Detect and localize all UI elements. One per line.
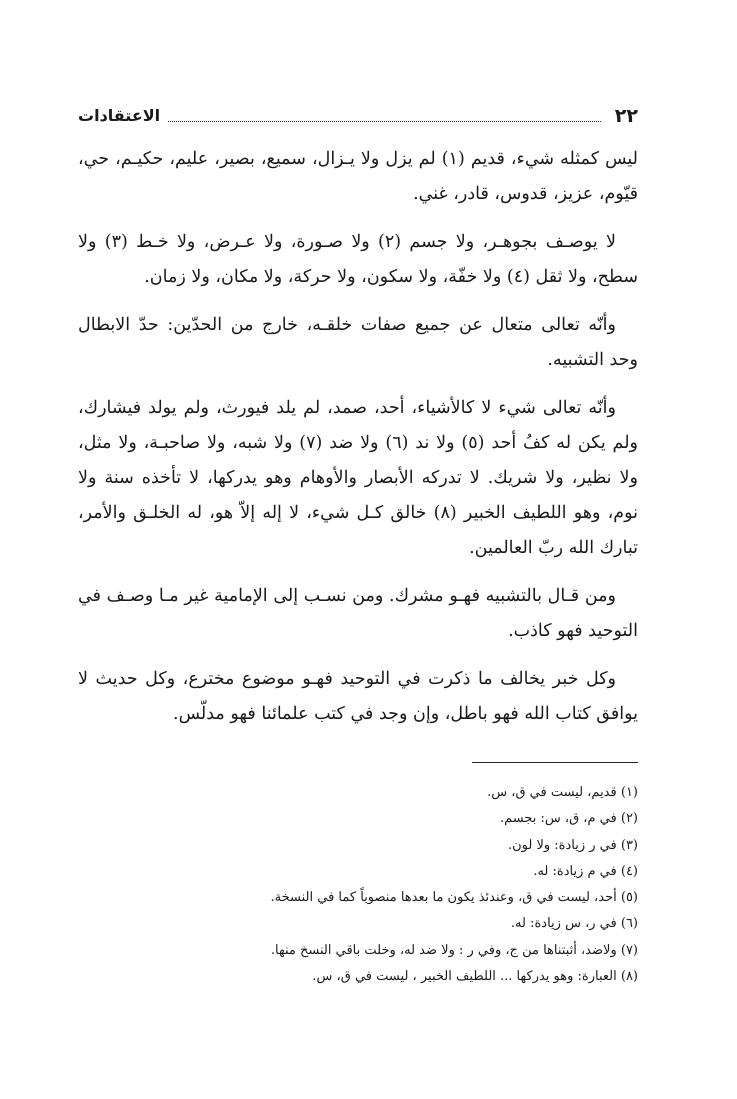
paragraph-1: ليس كمثله شيء، قديم (١) لم يزل ولا يـزال، سميع، بصير، عليم، حكيـم، حي، قيّوم، عزيز، قدوس، قادر، غني. bbox=[78, 149, 638, 204]
footnote-7: (٧) ولاضد، أثبتناها من ج، وفي ر : ولا ضد له، وخلت باقي النسخ منها. bbox=[270, 942, 638, 958]
footnote-1: (١) قديم، ليست في ق، س. bbox=[487, 785, 638, 800]
book-page bbox=[78, 100, 638, 1060]
paragraph-5: ومن قـال بالتشبيه فهـو مشرك. ومن نسـب إلى الإمامية غير مـا وصـف في التوحيد فهو كاذب. bbox=[78, 586, 638, 641]
header-dotted-leader bbox=[168, 120, 601, 122]
running-title: الاعتقادات bbox=[78, 106, 161, 125]
footnote-6: (٦) في ر، س زيادة: له. bbox=[510, 916, 638, 932]
footnote-8: (٨) العبارة: وهو يدركها ... اللطيف الخبير ، ليست في ق، س. bbox=[312, 969, 638, 985]
paragraph-2: لا يوصـف بجوهـر، ولا جسم (٢) ولا صـورة، ولا عـرض، ولا خـط (٣) ولا سطح، ولا ثقل (٤) ولا خفّة، ولا سكون، ولا حركة، ولا مكان، ولا زمان. bbox=[78, 232, 638, 287]
main-text bbox=[78, 142, 638, 732]
paragraph-3: وأنّه تعالى متعال عن جميع صفات خلقـه، خارج من الحدّين: حدّ الابطال وحد التشبيه. bbox=[78, 315, 638, 370]
page-number: ٢٢ bbox=[614, 105, 638, 127]
footnote-separator bbox=[472, 762, 638, 763]
paragraph-6: وكل خبر يخالف ما ذكرت في التوحيد فهـو موضوع مخترع، وكل حديث لا يوافق كتاب الله فهو باطل، وإن وجد في كتب علمائنا فهو مدلّس. bbox=[78, 669, 638, 724]
page-header bbox=[78, 100, 638, 128]
footnote-3: (٣) في ر زيادة: ولا لون. bbox=[507, 837, 638, 853]
paragraph-4: وأنّه تعالى شيء لا كالأشياء، أحد، صمد، لم يلد فيورث، ولم يولد فيشارك، ولم يكن له كفُ أحد (٥) ولا ند (٦) ولا ضد (٧) ولا شبه، ولا صاحبـة، ولا مثل، ولا نظير، ولا شريك. لا تدركه الأبصار والأوهام وهو يدركها، لا تأخذه سنة ولا نوم، وهو اللطيف الخبير (٨) خالق كـل شيء، لا إله إلاّ هو، له الخلـق والأمر، تبارك الله ربّ العالمين. bbox=[78, 398, 638, 558]
footnote-4: (٤) في م زيادة: له. bbox=[533, 863, 638, 879]
footnote-2: (٢) في م، ق، س: بجسم. bbox=[499, 811, 638, 827]
footnotes bbox=[78, 780, 638, 990]
footnote-5: (٥) أحد، ليست في ق، وعندئذ يكون ما بعدها منصوباً كما في النسخة. bbox=[270, 890, 638, 906]
